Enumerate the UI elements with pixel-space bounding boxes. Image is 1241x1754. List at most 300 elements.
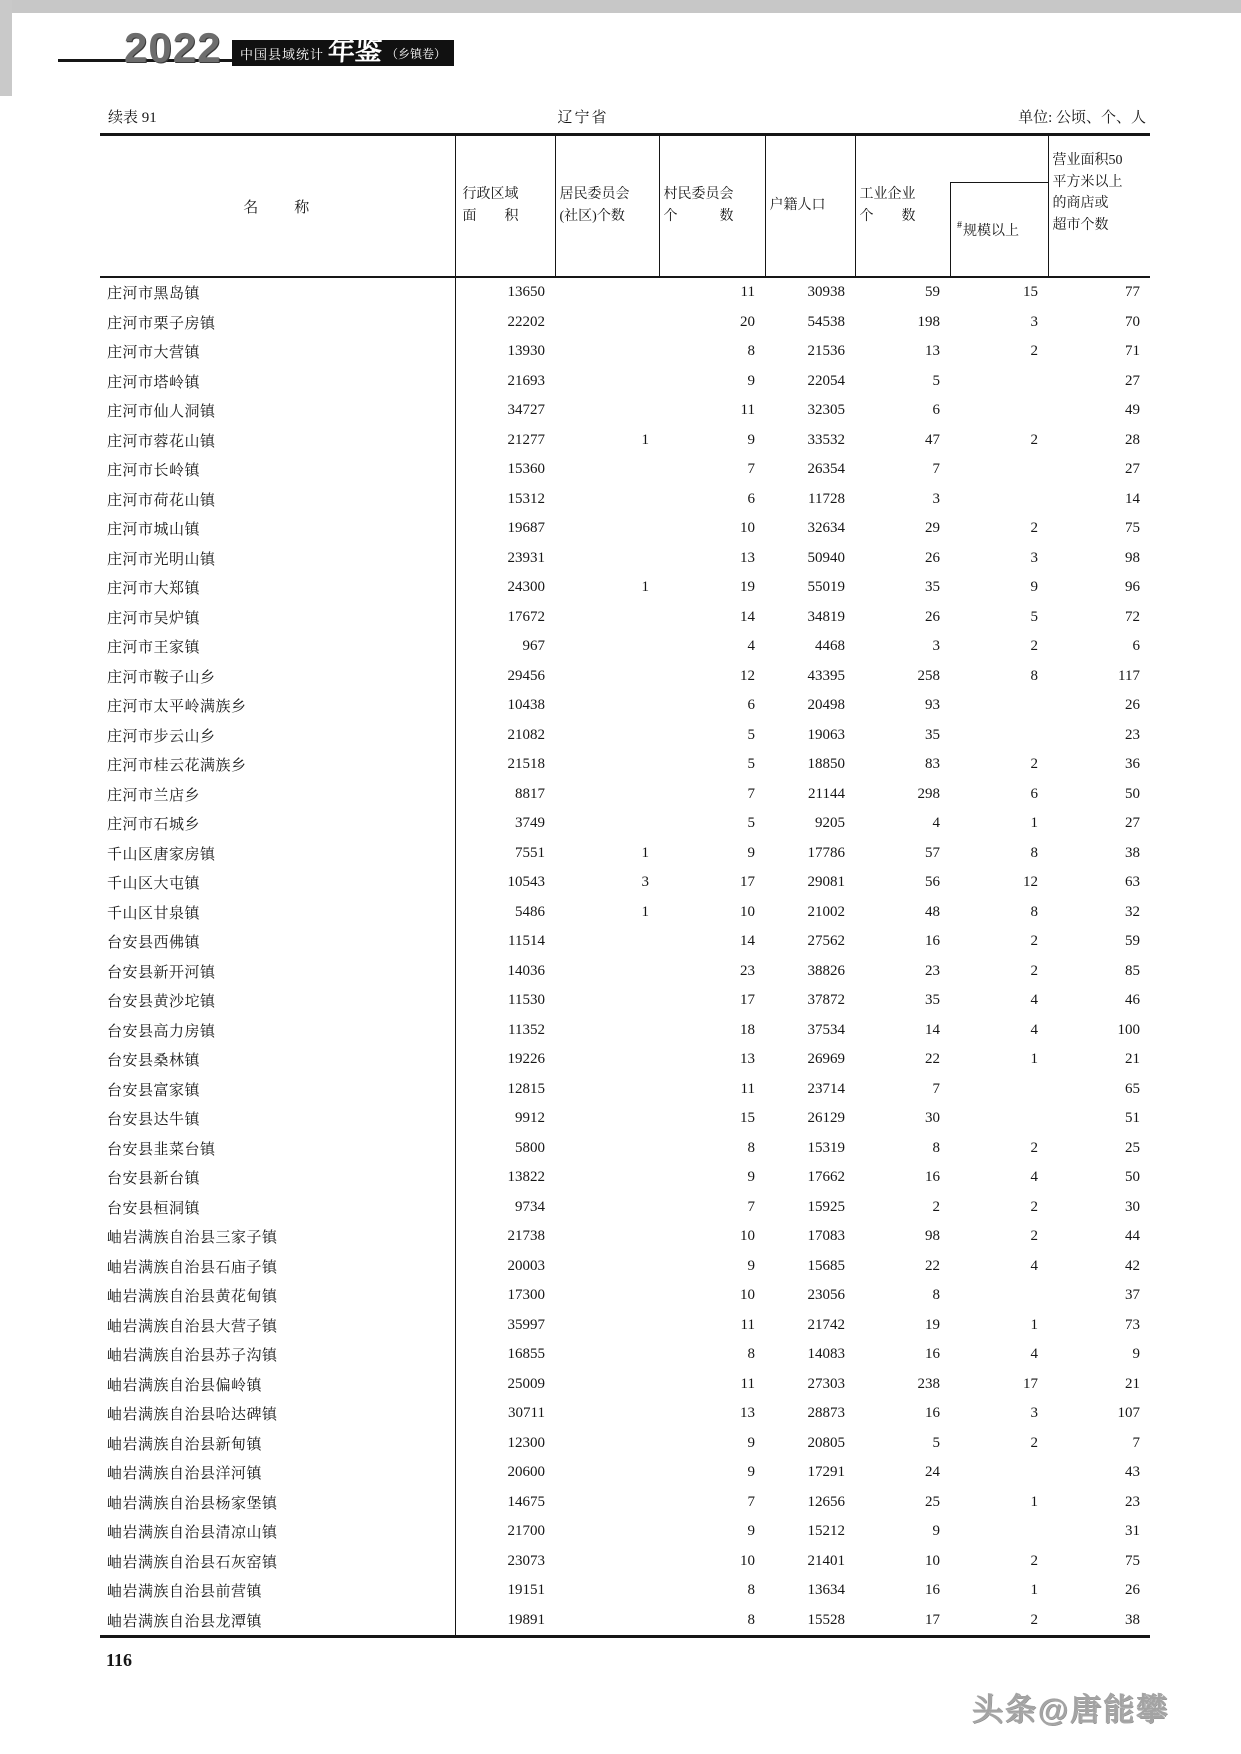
cell-value: 21277 [507,431,545,448]
table-row [100,1370,1150,1400]
cell-value: 13 [740,1405,755,1422]
cell-value [555,1252,659,1282]
cell-value: 44 [1125,1228,1140,1245]
table-row [100,1547,1150,1577]
cell-town-name: 庄河市大营镇 [100,337,455,367]
cell-value: 1 [641,431,649,448]
cell-value [555,1458,659,1488]
province-title: 辽宁省 [557,110,609,126]
cell-value: 9 [932,1523,940,1540]
cell-value: 85 [1125,962,1140,979]
table-row [100,308,1150,338]
cell-value: 12815 [507,1080,545,1097]
cell-value: 17 [740,874,755,891]
cell-value: 10543 [507,874,545,891]
cell-value: 96 [1125,579,1140,596]
masthead-year: 2022 [124,24,222,71]
cell-value: 9205 [815,815,845,832]
cell-value [950,1104,1048,1134]
cell-value: 1 [1030,1493,1038,1510]
cell-value: 26129 [807,1110,845,1127]
cell-value: 59 [925,284,940,301]
cell-value: 24300 [507,579,545,596]
cell-value: 12656 [807,1493,845,1510]
cell-value: 6 [1030,785,1038,802]
cell-value: 17300 [507,1287,545,1304]
cell-value [555,1222,659,1252]
table-row [100,514,1150,544]
cell-value: 20805 [807,1434,845,1451]
cell-value: 27562 [807,933,845,950]
cell-value: 16 [925,1169,940,1186]
cell-value: 34819 [807,608,845,625]
cell-town-name: 台安县西佛镇 [100,927,455,957]
cell-value: 98 [925,1228,940,1245]
cell-value: 70 [1125,313,1140,330]
cell-value: 4 [747,638,755,655]
cell-value: 7 [747,461,755,478]
watermark-text: 头条@唐能攀 [971,1692,1169,1727]
cell-value: 4 [1030,1021,1038,1038]
cell-value: 16855 [507,1346,545,1363]
cell-town-name: 岫岩满族自治县杨家堡镇 [100,1488,455,1518]
cell-value: 9 [747,1523,755,1540]
cell-value: 1 [1030,815,1038,832]
cell-value: 11514 [508,933,545,950]
cell-value: 75 [1125,1552,1140,1569]
table-row [100,1163,1150,1193]
col-header-area [455,135,555,278]
cell-value: 7 [932,461,940,478]
cell-town-name: 千山区大屯镇 [100,868,455,898]
cell-value: 12 [740,667,755,684]
table-row [100,426,1150,456]
cell-value: 21401 [807,1552,845,1569]
cell-value: 5 [747,756,755,773]
cell-value [950,1075,1048,1105]
table-row [100,455,1150,485]
cell-town-name: 庄河市兰店乡 [100,780,455,810]
cell-value: 11 [740,1316,755,1333]
cell-value: 22 [925,1051,940,1068]
cell-value: 5 [932,1434,940,1451]
cell-value: 100 [1117,1021,1140,1038]
cell-value: 20600 [507,1464,545,1481]
cell-value: 19226 [507,1051,545,1068]
scan-edge-top [0,0,1241,13]
table-row [100,809,1150,839]
cell-value: 11 [740,1080,755,1097]
cell-value: 13 [740,549,755,566]
cell-value: 15319 [807,1139,845,1156]
cell-value: 8 [747,1346,755,1363]
cell-value [555,1281,659,1311]
cell-town-name: 岫岩满族自治县偏岭镇 [100,1370,455,1400]
logo-series-text: 中国县域统计 [240,46,325,62]
cell-value [555,367,659,397]
cell-value [555,308,659,338]
cell-value: 37534 [807,1021,845,1038]
cell-town-name: 庄河市王家镇 [100,632,455,662]
cell-value: 17672 [507,608,545,625]
cell-value [950,1517,1048,1547]
cell-town-name: 岫岩满族自治县黄花甸镇 [100,1281,455,1311]
cell-value: 21144 [808,785,845,802]
cell-value: 198 [917,313,940,330]
cell-value: 2 [1030,1228,1038,1245]
cell-value: 258 [917,667,940,684]
cell-value: 93 [925,697,940,714]
cell-value: 7 [747,785,755,802]
cell-value [555,1193,659,1223]
cell-value: 9 [747,844,755,861]
col-header-industrial-line2: 个 数 [859,209,916,224]
cell-value: 14036 [507,962,545,979]
cell-value: 57 [925,844,940,861]
table-caption [100,106,1150,130]
cell-value [555,662,659,692]
cell-value: 25 [925,1493,940,1510]
cell-value: 34727 [507,402,545,419]
cell-value: 6 [747,490,755,507]
cell-value: 10 [925,1552,940,1569]
cell-value: 25 [1125,1139,1140,1156]
col-header-area-line2: 面 积 [462,209,519,224]
cell-town-name: 庄河市长岭镇 [100,455,455,485]
cell-value [555,1163,659,1193]
cell-value: 26354 [807,461,845,478]
cell-value: 26 [1125,1582,1140,1599]
cell-value: 238 [917,1375,940,1392]
table-row [100,1429,1150,1459]
cell-value: 5 [1030,608,1038,625]
cell-value: 21518 [507,756,545,773]
table-row [100,721,1150,751]
cell-value: 9734 [515,1198,545,1215]
cell-value: 33532 [807,431,845,448]
cell-value: 32634 [807,520,845,537]
cell-value: 2 [1030,1139,1038,1156]
cell-town-name: 庄河市栗子房镇 [100,308,455,338]
table-row [100,691,1150,721]
cell-value [555,603,659,633]
cell-value: 19687 [507,520,545,537]
table-row [100,1488,1150,1518]
cell-value: 43 [1125,1464,1140,1481]
cell-value: 15 [740,1110,755,1127]
cell-town-name: 岫岩满族自治县三家子镇 [100,1222,455,1252]
cell-value: 298 [917,785,940,802]
cell-value [950,455,1048,485]
cell-value: 51 [1125,1110,1140,1127]
cell-value: 25009 [507,1375,545,1392]
table-row [100,868,1150,898]
col-header-stores-line4: 超市个数 [1052,218,1109,234]
col-header-industrial [855,135,950,278]
cell-value: 8 [747,343,755,360]
cell-value: 15528 [807,1611,845,1628]
cell-value: 35 [925,726,940,743]
cell-value: 3 [932,490,940,507]
cell-value: 18850 [807,756,845,773]
cell-town-name: 台安县桓洞镇 [100,1193,455,1223]
cell-value: 15925 [807,1198,845,1215]
cell-value: 30711 [508,1405,545,1422]
table-row [100,957,1150,987]
cell-value [950,691,1048,721]
cell-town-name: 岫岩满族自治县大营子镇 [100,1311,455,1341]
cell-value [555,1547,659,1577]
cell-value: 31 [1125,1523,1140,1540]
cell-value: 73 [1125,1316,1140,1333]
cell-town-name: 庄河市吴炉镇 [100,603,455,633]
col-header-residents-committees [555,135,659,278]
cell-value: 14083 [807,1346,845,1363]
cell-value [555,691,659,721]
cell-value: 967 [522,638,545,655]
cell-town-name: 庄河市黑岛镇 [100,277,455,308]
cell-town-name: 庄河市石城乡 [100,809,455,839]
cell-value: 38826 [807,962,845,979]
table-row [100,1399,1150,1429]
cell-value: 12300 [507,1434,545,1451]
cell-value: 22202 [507,313,545,330]
cell-value: 42 [1125,1257,1140,1274]
table-row [100,1252,1150,1282]
cell-value: 3 [1030,549,1038,566]
cell-value: 9 [747,1434,755,1451]
cell-value [555,1370,659,1400]
cell-value: 2 [1030,1611,1038,1628]
cell-value [555,721,659,751]
cell-value: 2 [1030,1434,1038,1451]
cell-value: 17786 [807,844,845,861]
cell-town-name: 庄河市大郑镇 [100,573,455,603]
cell-value [555,1576,659,1606]
table-row [100,396,1150,426]
cell-value: 11352 [508,1021,545,1038]
cell-town-name: 岫岩满族自治县苏子沟镇 [100,1340,455,1370]
cell-value [555,1134,659,1164]
col-header-area-line1: 行政区域 [462,186,519,202]
cell-value: 15212 [807,1523,845,1540]
col-header-above-scale [950,135,1048,278]
col-header-stores-line1: 营业面积50 [1052,153,1123,168]
cell-value [555,957,659,987]
cell-value [555,986,659,1016]
cell-value: 4 [1030,1346,1038,1363]
cell-value: 19891 [507,1611,545,1628]
cell-town-name: 千山区唐家房镇 [100,839,455,869]
cell-value: 23073 [507,1552,545,1569]
cell-value: 36 [1125,756,1140,773]
cell-value: 11728 [808,490,845,507]
cell-value [950,1458,1048,1488]
cell-value: 27 [1125,815,1140,832]
cell-value: 17662 [807,1169,845,1186]
table-row [100,1134,1150,1164]
cell-value: 47 [925,431,940,448]
cell-value: 5 [747,726,755,743]
cell-value: 37 [1125,1287,1140,1304]
above-scale-box [950,182,1048,276]
cell-value: 1 [641,579,649,596]
cell-value: 54538 [807,313,845,330]
col-header-village-line2: 个 数 [663,209,734,224]
table-row [100,485,1150,515]
cell-value [555,544,659,574]
cell-value: 9 [1030,579,1038,596]
cell-value: 21693 [507,372,545,389]
table-row [100,927,1150,957]
above-scale-hash: # [957,219,962,231]
cell-value: 20 [740,313,755,330]
col-header-stores-line2: 平方米以上 [1052,174,1123,190]
cell-town-name: 庄河市太平岭满族乡 [100,691,455,721]
cell-town-name: 庄河市桂云花满族乡 [100,750,455,780]
table-row [100,1517,1150,1547]
cell-town-name: 台安县韭菜台镇 [100,1134,455,1164]
cell-value [555,1075,659,1105]
cell-value: 11 [740,402,755,419]
cell-value: 23 [740,962,755,979]
table-row [100,839,1150,869]
cell-value: 30938 [807,284,845,301]
cell-value [555,1429,659,1459]
cell-value: 9912 [515,1110,545,1127]
unit-label: 单位: 公顷、个、人 [1018,110,1146,126]
cell-value: 3 [1030,1405,1038,1422]
cell-town-name: 庄河市城山镇 [100,514,455,544]
cell-value [555,1045,659,1075]
cell-value: 9 [747,1257,755,1274]
cell-value: 13822 [507,1169,545,1186]
yearbook-masthead [0,24,520,78]
cell-value: 19 [740,579,755,596]
cell-value: 2 [1030,962,1038,979]
cell-town-name: 岫岩满族自治县龙潭镇 [100,1606,455,1637]
cell-value [555,1606,659,1637]
cell-value: 6 [747,697,755,714]
cell-value: 14 [740,933,755,950]
cell-value: 4 [1030,992,1038,1009]
cell-value: 2 [1030,1552,1038,1569]
cell-value: 2 [1030,756,1038,773]
table-row [100,1045,1150,1075]
col-header-village-line1: 村民委员会 [663,186,734,202]
cell-value: 37872 [807,992,845,1009]
cell-value: 1 [1030,1051,1038,1068]
cell-value: 29 [925,520,940,537]
cell-value: 2 [1030,520,1038,537]
cell-town-name: 岫岩满族自治县前营镇 [100,1576,455,1606]
page-number: 116 [106,1650,133,1670]
cell-value: 1 [1030,1582,1038,1599]
cell-value: 8 [932,1139,940,1156]
cell-value: 7551 [515,844,545,861]
cell-value: 98 [1125,549,1140,566]
cell-value: 23 [1125,726,1140,743]
cell-value: 21536 [807,343,845,360]
col-header-residents-line2: (社区)个数 [559,209,625,224]
cell-value [555,1311,659,1341]
cell-value: 14 [925,1021,940,1038]
cell-value: 20003 [507,1257,545,1274]
cell-value: 15312 [507,490,545,507]
cell-town-name: 岫岩满族自治县石庙子镇 [100,1252,455,1282]
cell-value: 13634 [807,1582,845,1599]
col-header-village-committees [659,135,765,278]
cell-value: 2 [1030,343,1038,360]
cell-value [555,1104,659,1134]
cell-value: 10 [740,520,755,537]
table-header [100,135,1150,278]
cell-value: 26 [925,608,940,625]
table-row [100,1104,1150,1134]
table-row [100,750,1150,780]
col-header-industrial-line1: 工业企业 [859,186,916,202]
logo-volume-text: （乡镇卷） [386,46,447,61]
cell-value: 1 [641,903,649,920]
cell-value: 50940 [807,549,845,566]
table-row [100,632,1150,662]
cell-value: 23714 [807,1080,845,1097]
cell-value: 13 [925,343,940,360]
cell-town-name: 台安县新开河镇 [100,957,455,987]
cell-value: 21742 [807,1316,845,1333]
cell-value: 3 [1030,313,1038,330]
cell-value: 15360 [507,461,545,478]
cell-value: 13650 [507,284,545,301]
cell-value: 23 [1125,1493,1140,1510]
cell-value: 2 [1030,933,1038,950]
cell-value: 8 [932,1287,940,1304]
cell-value: 5 [932,372,940,389]
cell-value: 26 [1125,697,1140,714]
table-row [100,337,1150,367]
cell-value: 13 [740,1051,755,1068]
table-row [100,367,1150,397]
cell-value: 2 [932,1198,940,1215]
cell-value: 2 [1030,431,1038,448]
cell-value: 21082 [507,726,545,743]
cell-value: 19151 [507,1582,545,1599]
table-row [100,277,1150,308]
cell-value: 21738 [507,1228,545,1245]
table-row [100,1311,1150,1341]
cell-value: 65 [1125,1080,1140,1097]
cell-value: 19 [925,1316,940,1333]
cell-value: 3749 [515,815,545,832]
cell-value: 18 [740,1021,755,1038]
cell-value [950,396,1048,426]
cell-value: 13930 [507,343,545,360]
cell-value: 1 [1030,1316,1038,1333]
cell-value: 15685 [807,1257,845,1274]
cell-value: 71 [1125,343,1140,360]
cell-value: 56 [925,874,940,891]
cell-value: 4 [1030,1257,1038,1274]
table-row [100,986,1150,1016]
cell-value: 7 [932,1080,940,1097]
cell-value: 27 [1125,372,1140,389]
cell-value: 16 [925,1582,940,1599]
cell-value: 10 [740,903,755,920]
cell-value [555,1517,659,1547]
cell-town-name: 庄河市光明山镇 [100,544,455,574]
table-row [100,544,1150,574]
table-row [100,1340,1150,1370]
